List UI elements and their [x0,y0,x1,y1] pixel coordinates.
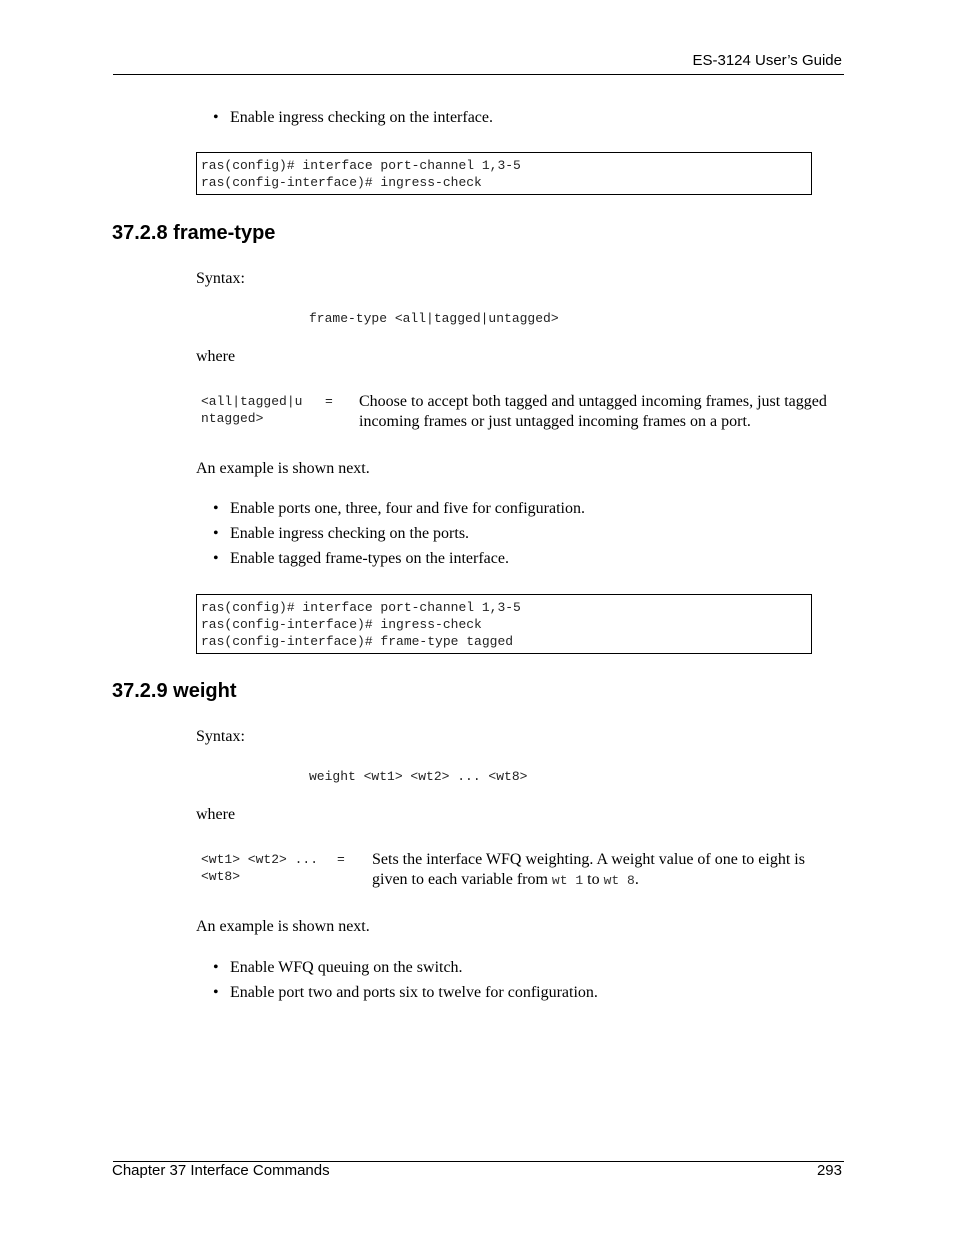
description-line [372,870,842,891]
example-label: An example is shown next. [196,918,370,935]
list-item: Enable ingress checking on the interface. [230,109,493,126]
bullet-dot: • [213,109,219,126]
code-block [196,594,812,654]
parameter-description [372,850,842,891]
description-text: given to each variable from [372,871,552,888]
inline-code: wt 1 [551,873,584,888]
code-line: ras(config-interface)# ingress-check [201,175,482,190]
syntax-code: frame-type <all|tagged|untagged> [309,311,559,326]
parameter-name-continued: ntagged> [201,411,264,426]
bullet-dot: • [213,984,219,1001]
section-heading-weight: 37.2.9 weight [112,680,237,702]
list-item: Enable ports one, three, four and five for configuration. [230,500,585,517]
page-number: 293 [816,1162,842,1179]
syntax-label: Syntax: [196,270,245,287]
bullet-dot: • [213,500,219,517]
parameter-name: <all|tagged|u [201,394,303,409]
syntax-label: Syntax: [196,728,245,745]
parameter-description: Choose to accept both tagged and untagged incoming frames, just tagged incoming frames or just untagged incoming frames on a port. [359,393,827,430]
syntax-code: weight <wt1> <wt2> ... <wt8> [309,769,528,784]
example-label: An example is shown next. [196,460,370,477]
code-block [196,152,812,195]
inline-code: wt 8 [603,873,635,888]
footer-chapter: Chapter 37 Interface Commands [112,1162,330,1179]
section-heading-frame-type: 37.2.8 frame-type [112,222,276,244]
code-line: ras(config-interface)# ingress-check [201,617,482,632]
parameter-name: <wt1> <wt2> ... [201,852,319,867]
code-line: ras(config-interface)# frame-type tagged [201,634,514,649]
where-label: where [196,806,236,823]
bullet-dot: • [213,550,219,567]
description-text: to [583,871,604,888]
list-item: Enable port two and ports six to twelve for configuration. [230,984,598,1001]
description-text: . [634,871,639,888]
list-item: Enable ingress checking on the ports. [230,525,470,542]
list-item: Enable tagged frame-types on the interface. [230,550,509,567]
bullet-dot: • [213,959,219,976]
description-line: Sets the interface WFQ weighting. A weight value of one to eight is [372,851,805,868]
code-line: ras(config)# interface port-channel 1,3-5 [201,158,521,173]
where-label: where [196,348,236,365]
code-line: ras(config)# interface port-channel 1,3-5 [201,600,521,615]
header-title: ES-3124 User’s Guide [692,52,842,69]
list-item: Enable WFQ queuing on the switch. [230,959,463,976]
header-rule [113,74,844,75]
equals-sign: = [325,394,333,409]
equals-sign: = [337,852,345,867]
bullet-dot: • [213,525,219,542]
parameter-name-continued: <wt8> [201,869,241,884]
